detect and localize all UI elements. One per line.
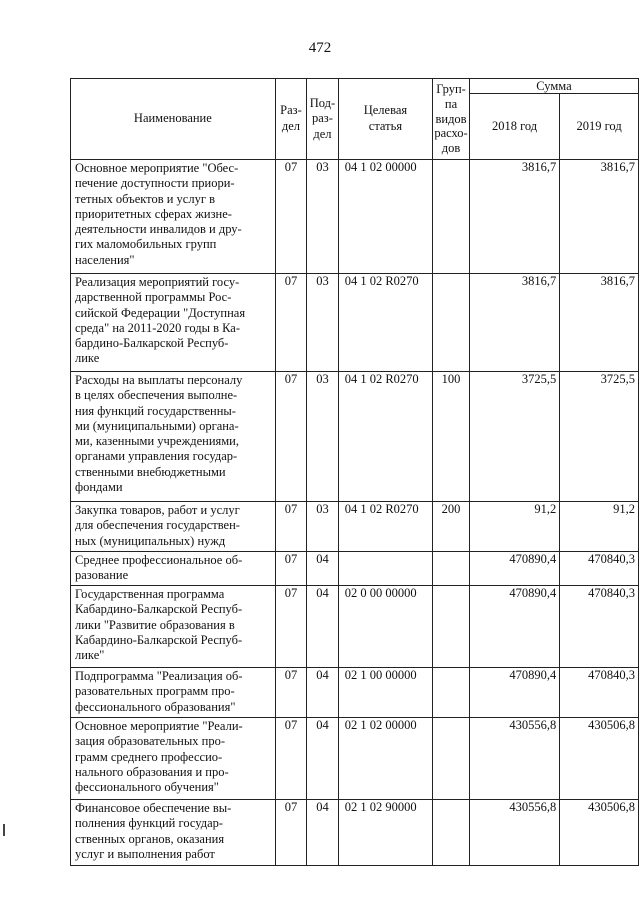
row-name: Основное мероприятие "Реали- зация образовательных про- грамм среднего профессио- нального образования и про- фессионального обучения"	[71, 718, 276, 800]
table-row	[71, 718, 639, 800]
row-sum-2019: 91,2	[560, 502, 639, 552]
page-number: 472	[308, 40, 332, 56]
row-sum-2019: 470840,3	[560, 668, 639, 718]
header-section: Раз- дел	[275, 79, 306, 160]
row-subsection: 04	[307, 800, 338, 866]
row-section: 07	[275, 668, 306, 718]
row-name: Среднее профессиональное об- разование	[71, 552, 276, 586]
table-row	[71, 502, 639, 552]
row-target: 04 1 02 R0270	[338, 502, 432, 552]
table-row	[71, 800, 639, 866]
row-sum-2018: 430556,8	[469, 718, 559, 800]
row-subsection: 03	[307, 160, 338, 274]
row-sum-2019: 3816,7	[560, 160, 639, 274]
row-sum-2018: 470890,4	[469, 586, 559, 668]
budget-table-container	[70, 78, 639, 866]
row-name: Расходы на выплаты персоналу в целях обеспечения выполне- ния функций государственны- ми (муниципальными) органа- ми, казенными учреждениями, органами управления государ- ственными внебюджетными фондами	[71, 372, 276, 502]
scan-edge-mark	[3, 824, 5, 836]
table-row	[71, 160, 639, 274]
header-year-2019: 2019 год	[560, 94, 639, 160]
row-name: Государственная программа Кабардино-Балкарской Респуб- лики "Развитие образования в Кабардино-Балкарской Респуб- лике"	[71, 586, 276, 668]
row-sum-2019: 3725,5	[560, 372, 639, 502]
row-target: 02 1 02 90000	[338, 800, 432, 866]
row-section: 07	[275, 502, 306, 552]
row-section: 07	[275, 160, 306, 274]
budget-table	[70, 78, 639, 866]
row-section: 07	[275, 552, 306, 586]
row-group	[433, 800, 470, 866]
row-group: 100	[433, 372, 470, 502]
row-name: Подпрограмма "Реализация об- разовательных программ про- фессионального образования"	[71, 668, 276, 718]
row-name: Финансовое обеспечение вы- полнения функций государ- ственных органов, оказания услуг и выполнения работ	[71, 800, 276, 866]
row-group: 200	[433, 502, 470, 552]
row-group	[433, 586, 470, 668]
row-sum-2018: 470890,4	[469, 668, 559, 718]
header-group: Груп- па видов расхо- дов	[433, 79, 470, 160]
row-group	[433, 718, 470, 800]
row-sum-2018: 3725,5	[469, 372, 559, 502]
row-sum-2018: 430556,8	[469, 800, 559, 866]
row-section: 07	[275, 800, 306, 866]
row-section: 07	[275, 718, 306, 800]
row-subsection: 04	[307, 668, 338, 718]
row-group	[433, 668, 470, 718]
row-target: 02 1 00 00000	[338, 668, 432, 718]
row-subsection: 03	[307, 502, 338, 552]
header-year-2018: 2018 год	[469, 94, 559, 160]
row-section: 07	[275, 274, 306, 372]
row-sum-2018: 3816,7	[469, 274, 559, 372]
table-row	[71, 586, 639, 668]
table-row	[71, 668, 639, 718]
row-subsection: 04	[307, 552, 338, 586]
row-subsection: 04	[307, 718, 338, 800]
row-target: 04 1 02 00000	[338, 160, 432, 274]
row-target: 04 1 02 R0270	[338, 274, 432, 372]
row-subsection: 03	[307, 274, 338, 372]
row-name: Реализация мероприятий госу- дарственной программы Рос- сийской Федерации "Доступная среда" на 2011-2020 годы в Ка- бардино-Балкарской Респуб- лике	[71, 274, 276, 372]
header-sum: Сумма	[469, 79, 638, 94]
row-section: 07	[275, 586, 306, 668]
table-row	[71, 552, 639, 586]
header-name: Наименование	[71, 79, 276, 160]
row-target: 02 1 02 00000	[338, 718, 432, 800]
table-row	[71, 274, 639, 372]
row-target: 02 0 00 00000	[338, 586, 432, 668]
table-row	[71, 372, 639, 502]
row-section: 07	[275, 372, 306, 502]
row-sum-2018: 91,2	[469, 502, 559, 552]
row-sum-2018: 3816,7	[469, 160, 559, 274]
row-name: Закупка товаров, работ и услуг для обеспечения государствен- ных (муниципальных) нужд	[71, 502, 276, 552]
row-group	[433, 160, 470, 274]
table-header	[71, 79, 639, 160]
table-body	[71, 160, 639, 866]
row-target	[338, 552, 432, 586]
row-sum-2019: 430506,8	[560, 718, 639, 800]
header-subsection: Под- раз- дел	[307, 79, 338, 160]
row-group	[433, 552, 470, 586]
row-target: 04 1 02 R0270	[338, 372, 432, 502]
row-subsection: 03	[307, 372, 338, 502]
row-sum-2019: 430506,8	[560, 800, 639, 866]
row-sum-2019: 3816,7	[560, 274, 639, 372]
row-group	[433, 274, 470, 372]
header-target: Целевая статья	[338, 79, 432, 160]
row-sum-2019: 470840,3	[560, 552, 639, 586]
row-name: Основное мероприятие "Обес- печение доступности приори- тетных объектов и услуг в приоритетных сферах жизне- деятельности инвалидов и дру- гих маломобильных групп населения"	[71, 160, 276, 274]
row-subsection: 04	[307, 586, 338, 668]
row-sum-2018: 470890,4	[469, 552, 559, 586]
row-sum-2019: 470840,3	[560, 586, 639, 668]
